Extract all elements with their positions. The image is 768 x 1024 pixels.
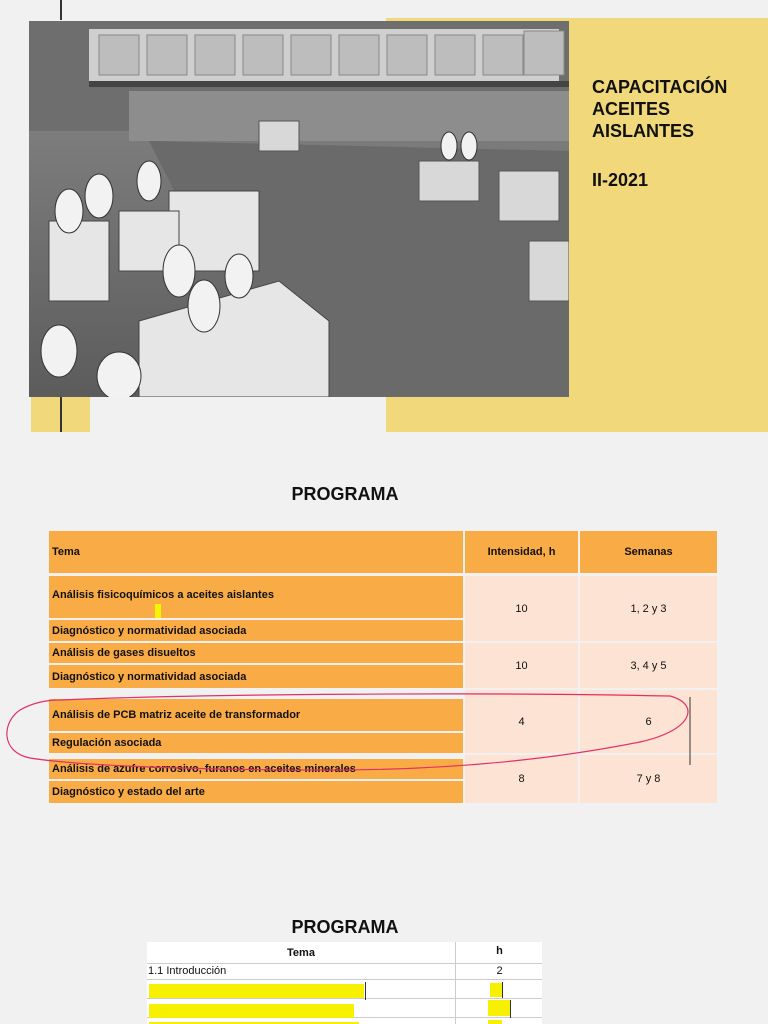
cover-title-line: ACEITES: [592, 99, 671, 119]
intensidad-cell: 8: [465, 755, 578, 803]
cover-title-line: AISLANTES: [592, 121, 695, 141]
cover-title: [592, 76, 762, 142]
semanas-cell: 1, 2 y 3: [580, 576, 717, 641]
intensidad-cell: 10: [465, 576, 578, 641]
topic-cell: Regulación asociada: [49, 733, 463, 753]
programa-heading: PROGRAMA: [291, 917, 399, 937]
intensidad-cell: 10: [465, 643, 578, 688]
table-row-h: 2: [496, 965, 503, 977]
column-divider: [455, 942, 456, 1024]
semanas-cell: 7 y 8: [580, 755, 717, 803]
row-divider: [147, 998, 542, 999]
header-semanas: Semanas: [580, 531, 717, 573]
decorative-line: [60, 397, 62, 432]
header-h: h: [496, 945, 503, 957]
topic-cell: Diagnóstico y normatividad asociada: [49, 665, 463, 688]
highlight-redaction: [490, 983, 502, 997]
transformer-warehouse-photo: [29, 21, 569, 397]
cover-title-line: CAPACITACIÓN: [592, 77, 728, 97]
pen-mark: [502, 982, 503, 998]
header-tema: Tema: [287, 947, 315, 959]
header-intensidad: Intensidad, h: [465, 531, 578, 573]
pen-mark: [365, 982, 366, 1000]
topic-cell: Análisis de PCB matriz aceite de transformador: [49, 699, 463, 731]
table-row-tema: 1.1 Introducción: [148, 965, 227, 977]
highlight-mark: [155, 604, 161, 618]
cover-slide: [0, 0, 768, 432]
cover-period: II-2021: [592, 170, 649, 190]
topic-cell: Diagnóstico y estado del arte: [49, 781, 463, 803]
programa-table: [49, 531, 717, 804]
row-divider: [147, 963, 542, 964]
highlight-redaction: [488, 1000, 510, 1016]
highlight-redaction: [149, 984, 364, 998]
semanas-cell: 6: [580, 690, 717, 753]
topic-cell: Análisis fisicoquímicos a aceites aislantes: [49, 576, 463, 618]
programa-table-detail: [147, 942, 542, 1024]
topic-cell: Diagnóstico y normatividad asociada: [49, 620, 463, 641]
programa-heading: PROGRAMA: [291, 484, 399, 504]
highlight-redaction: [149, 1004, 354, 1018]
header-tema: Tema: [49, 531, 463, 573]
highlight-redaction: [488, 1020, 502, 1024]
decorative-line: [60, 0, 62, 20]
row-divider: [147, 979, 542, 980]
pen-mark: [510, 1000, 511, 1018]
intensidad-cell: 4: [465, 690, 578, 753]
topic-cell: Análisis de azufre corrosivo, furanos en aceites minerales: [49, 759, 463, 779]
semanas-cell: 3, 4 y 5: [580, 643, 717, 688]
topic-cell: Análisis de gases disueltos: [49, 643, 463, 663]
